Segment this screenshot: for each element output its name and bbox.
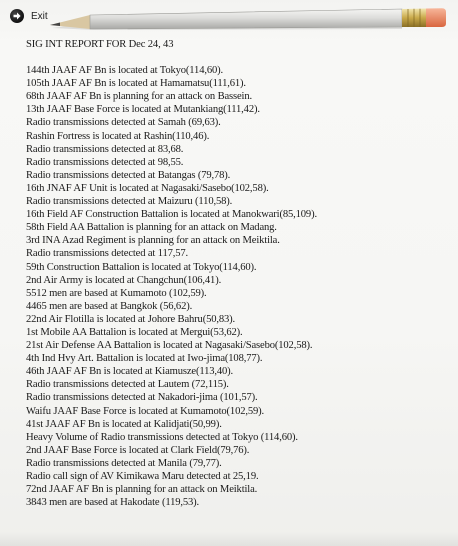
report-line: 4th Ind Hvy Art. Battalion is located at Iwo-jima(108,77). — [26, 353, 263, 365]
report-line: 41st JAAF AF Bn is located at Kalidjati(50,99). — [26, 418, 222, 430]
exit-button[interactable] — [10, 9, 48, 23]
report-line: 13th JAAF Base Force is located at Mutankiang(111,42). — [26, 104, 260, 116]
report-line: 21st Air Defense AA Battalion is located at Nagasaki/Sasebo(102,58). — [26, 340, 313, 352]
report-line: 16th Field AF Construction Battalion is located at Manokwari(85,109). — [26, 209, 317, 221]
report-line: Radio transmissions detected at 98,55. — [26, 156, 184, 168]
report-line: Radio transmissions detected at Nakadori-jima (101,57). — [26, 392, 258, 404]
report-line: 59th Construction Battalion is located at Tokyo(114,60). — [26, 261, 257, 273]
report-line: 2nd Air Army is located at Changchun(106,41). — [26, 274, 222, 286]
report-line: 46th JAAF AF Bn is located at Kiamusze(113,40). — [26, 366, 234, 378]
report-line: 105th JAAF AF Bn is located at Hamamatsu(111,61). — [26, 78, 246, 90]
report-line: 4465 men are based at Bangkok (56,62). — [26, 300, 193, 312]
pencil-icon — [50, 3, 450, 33]
report-line: 72nd JAAF AF Bn is planning for an attack on Meiktila. — [26, 484, 258, 496]
report-line: Radio transmissions detected at Batangas (79,78). — [26, 169, 231, 181]
report-line: Radio transmissions detected at Lautem (72,115). — [26, 379, 229, 391]
report-line: Rashin Fortress is located at Rashin(110,46). — [26, 130, 210, 142]
sigint-report — [26, 38, 450, 509]
report-line: Radio call sign of AV Kimikawa Maru detected at 25,19. — [26, 471, 259, 482]
report-line: 144th JAAF AF Bn is located at Tokyo(114,60). — [26, 65, 224, 77]
report-line: Radio transmissions detected at 117,57. — [26, 248, 189, 260]
report-line: 3rd INA Azad Regiment is planning for an attack on Meiktila. — [26, 235, 280, 247]
report-line: Heavy Volume of Radio transmissions detected at Tokyo (114,60). — [26, 431, 298, 443]
report-title: SIG INT REPORT FOR Dec 24, 43 — [26, 39, 174, 50]
report-lines — [26, 64, 450, 509]
report-line: 68th JAAF AF Bn is planning for an attack on Bassein. — [26, 91, 252, 103]
report-line: Waifu JAAF Base Force is located at Kumamoto(102,59). — [26, 405, 265, 417]
arrow-right-icon — [10, 9, 24, 23]
report-line: 16th JNAF AF Unit is located at Nagasaki/Sasebo(102,58). — [26, 182, 269, 194]
report-line: 3843 men are based at Hakodate (119,53). — [26, 497, 200, 509]
exit-label: Exit — [31, 10, 48, 22]
report-line: 2nd JAAF Base Force is located at Clark Field(79,76). — [26, 444, 250, 456]
report-line: 1st Mobile AA Battalion is located at Mergui(53,62). — [26, 326, 243, 338]
report-line: Radio transmissions detected at Maizuru (110,58). — [26, 196, 233, 208]
report-line: Radio transmissions detected at Manila (79,77). — [26, 457, 222, 469]
report-line: 5512 men are based at Kumamoto (102,59). — [26, 287, 207, 299]
report-line: Radio transmissions detected at 83,68. — [26, 143, 184, 155]
report-line: Radio transmissions detected at Samah (69,63). — [26, 117, 221, 129]
report-line: 22nd Air Flotilla is located at Johore Bahru(50,83). — [26, 313, 236, 325]
report-line: 58th Field AA Battalion is planning for an attack on Madang. — [26, 222, 277, 234]
